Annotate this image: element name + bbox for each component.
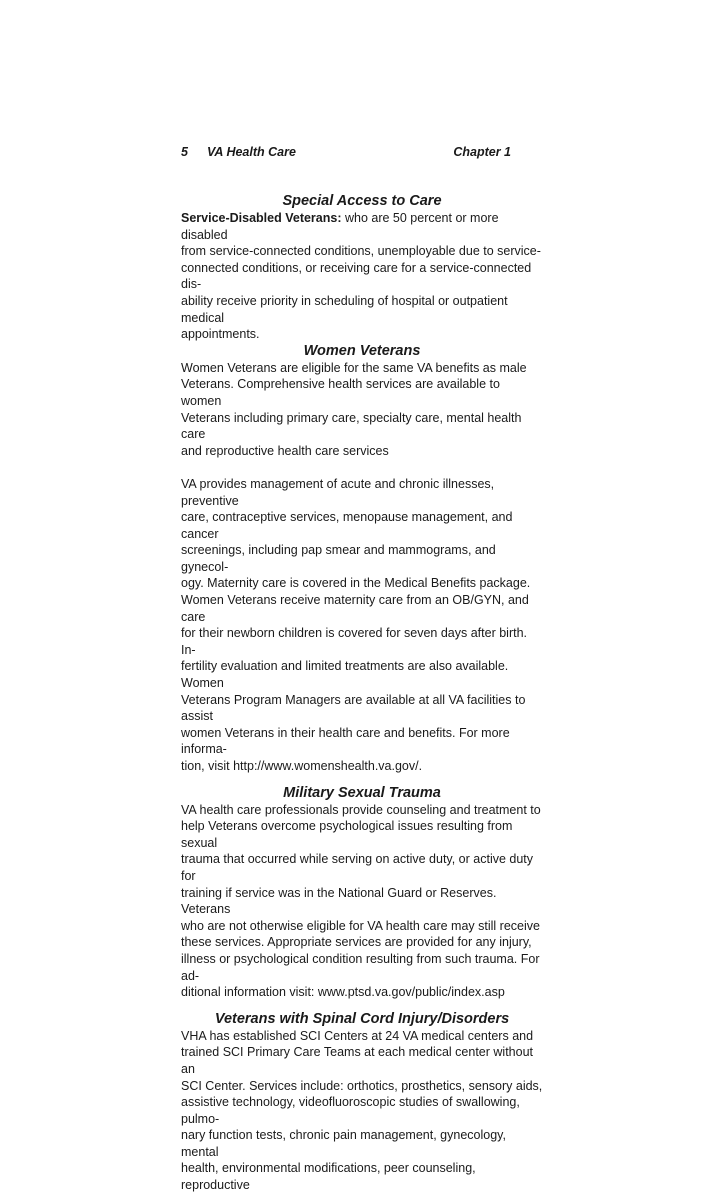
section-heading-military-sexual-trauma: Military Sexual Trauma [283,784,441,801]
text-line: Women Veterans receive maternity care from an OB/GYN, and care [181,593,529,624]
paragraph-spacer [181,459,543,476]
text-line: assistive technology, videofluoroscopic studies of swallowing, pulmo- [181,1095,520,1126]
paragraph-special-access [181,210,543,343]
text-line: VA health care professionals provide counseling and treatment to [181,802,541,817]
text-line: nary function tests, chronic pain management, gynecology, mental [181,1128,506,1159]
section-heading-special-access: Special Access to Care [282,193,442,209]
text-line: women Veterans in their health care and benefits. For more informa- [181,725,510,757]
text-line: help Veterans overcome psychological issues resulting from sexual [181,819,513,850]
paragraph-spinal-cord [181,1028,543,1194]
running-title: VA Health Care [207,145,296,159]
paragraph-military-sexual-trauma [181,802,543,1001]
text-line: connected conditions, or receiving care for a service-connected dis- [181,260,532,292]
chapter-label: Chapter 1 [453,145,511,159]
text-line: and reproductive health care services [181,443,389,458]
text-line: Women Veterans are eligible for the same VA benefits as male [181,360,527,375]
paragraph-women-veterans-1 [181,360,543,460]
text-line: illness or psychological condition resulting from such trauma. For ad- [181,951,540,983]
text-line-fragment: who are 50 percent or more disabled [181,211,499,242]
text-line: Veterans. Comprehensive health services are available to women [181,377,500,408]
page-number: 5 [181,145,188,159]
text-line: these services. Appropriate services are provided for any injury, [181,935,532,950]
text-line: fertility evaluation and limited treatments are also available. Women [181,659,509,691]
text-line: Veterans including primary care, specialty care, mental health care [181,410,522,442]
text-line: ditional information visit: www.ptsd.va.gov/public/index.asp [181,985,505,1000]
text-line: who are not otherwise eligible for VA health care may still receive [181,918,540,933]
section-heading-women-veterans: Women Veterans [303,342,421,359]
section-spacer [181,775,543,785]
page-header [181,145,511,161]
text-line: ability receive priority in scheduling of hospital or outpatient medical [181,293,508,325]
text-line: tion, visit http://www.womenshealth.va.gov/. [181,759,423,773]
text-line: from service-connected conditions, unemployable due to service- [181,244,541,259]
paragraph-women-veterans-2 [181,476,543,775]
page-body [181,193,543,1194]
text-line: for their newborn children is covered for seven days after birth. In- [181,626,528,657]
text-line: ogy. Maternity care is covered in the Medical Benefits package. [181,576,531,591]
text-line: care, contraceptive services, menopause management, and cancer [181,510,513,541]
text-line: SCI Center. Services include: orthotics, prosthetics, sensory aids, [181,1078,543,1093]
text-line: trained SCI Primary Care Teams at each medical center without an [181,1045,534,1076]
text-line: trauma that occurred while serving on active duty, or active duty for [181,852,534,883]
text-line: VA provides management of acute and chronic illnesses, preventive [181,476,495,508]
section-heading-spinal-cord: Veterans with Spinal Cord Injury/Disorders [214,1010,510,1027]
text-line: training if service was in the National Guard or Reserves. Veterans [181,885,497,917]
text-line [181,210,543,243]
text-line: appointments. [181,327,260,342]
text-line: VHA has established SCI Centers at 24 VA medical centers and [181,1028,534,1043]
text-line: screenings, including pap smear and mammograms, and gynecol- [181,543,496,574]
lead-term: Service-Disabled Veterans: [181,211,342,225]
text-line: health, environmental modifications, peer counseling, reproductive [181,1161,476,1193]
text-line: Veterans Program Managers are available at all VA facilities to assist [181,692,526,724]
section-spacer [181,1001,543,1011]
